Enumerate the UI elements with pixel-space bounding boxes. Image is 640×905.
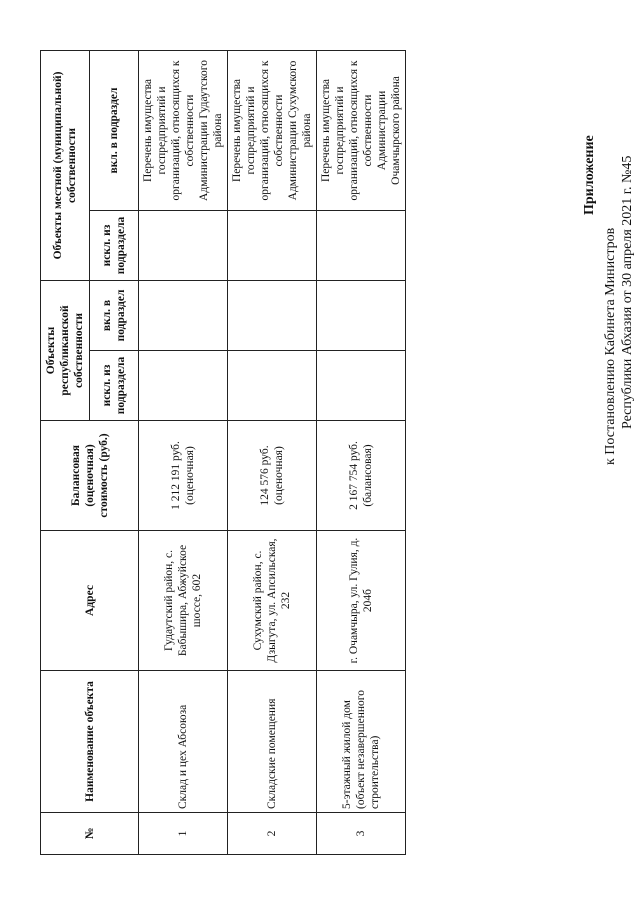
table-row	[317, 51, 406, 855]
object-balance: 1 212 191 руб. (оценочная)	[139, 421, 228, 531]
col-name-header: Наименование объекта	[41, 671, 139, 813]
republic-incl-header: вкл. в подраздел	[90, 280, 139, 350]
table-row	[228, 51, 317, 855]
local-incl-cell: Перечень имущества госпредприятий и организаций, относящихся к собственности Администрации Сухумского района	[228, 51, 317, 211]
object-balance: 124 576 руб. (оценочная)	[228, 421, 317, 531]
republic-excl-header: искл. из подраздела	[90, 351, 139, 421]
row-num: 2	[228, 813, 317, 855]
table-header-row	[41, 51, 90, 855]
object-address: Сухумский район, с. Дзыгута, ул. Апсильская, 232	[228, 531, 317, 671]
republic-excl-cell	[228, 351, 317, 421]
republic-incl-cell	[228, 280, 317, 350]
row-num: 1	[139, 813, 228, 855]
object-address: Гудаутский район, с. Бабышира, Абжуйское шоссе, 602	[139, 531, 228, 671]
decree-date: Республики Абхазия от 30 апреля 2021 г. №45	[620, 155, 635, 429]
appendix-title: Приложение	[582, 135, 597, 215]
local-excl-header: искл. из подраздела	[90, 210, 139, 280]
object-name: Складские помещения	[228, 671, 317, 813]
local-incl-cell: Перечень имущества госпредприятий и организаций, относящихся к собственности Администрации Очамчырского района	[317, 51, 406, 211]
col-address-header: Адрес	[41, 531, 139, 671]
decree-reference: к Постановлению Кабинета Министров	[603, 227, 618, 465]
local-incl-cell: Перечень имущества госпредприятий и организаций, относящихся к собственности Администрации Гудаутского района	[139, 51, 228, 211]
property-table	[40, 50, 406, 855]
republic-excl-cell	[317, 351, 406, 421]
object-name: 5-этажный жилой дом (объект незавершенного строительства)	[317, 671, 406, 813]
table-row	[139, 51, 228, 855]
republic-incl-cell	[139, 280, 228, 350]
republic-excl-cell	[139, 351, 228, 421]
col-local-header: Объекты местной (муниципальной) собственности	[41, 51, 90, 281]
object-address: г. Очамчыра, ул. Гулия, д. 204б	[317, 531, 406, 671]
object-name: Склад и цех Абсоюза	[139, 671, 228, 813]
row-num: 3	[317, 813, 406, 855]
col-num-header: №	[41, 813, 139, 855]
local-incl-header: вкл. в подраздел	[90, 51, 139, 211]
local-excl-cell	[139, 210, 228, 280]
local-excl-cell	[317, 210, 406, 280]
col-balance-header: Балансовая (оценочная) стоимость (руб.)	[41, 421, 139, 531]
col-republic-header: Объекты республиканской собственности	[41, 280, 90, 420]
object-balance: 2 167 754 руб. (балансовая)	[317, 421, 406, 531]
local-excl-cell	[228, 210, 317, 280]
republic-incl-cell	[317, 280, 406, 350]
